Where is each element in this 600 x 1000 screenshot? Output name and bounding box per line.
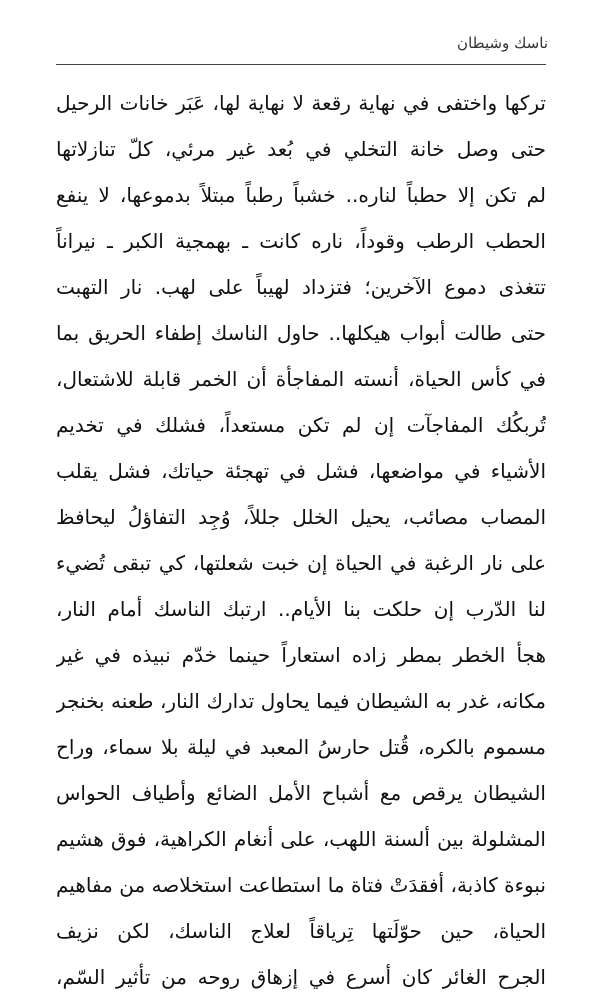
text-line-4: الحطب الرطب وقوداً، ناره كانت ـ بهمجية الكبر ـ نيراناً [56, 229, 546, 253]
text-line-8: تُربكُك المفاجآت إن لم تكن مستعداً، فشلك في تخديم [56, 413, 546, 437]
text-line-12: لنا الدّرب إن حلكت بنا الأيام.. ارتبك الناسك أمام النار، [56, 597, 546, 621]
text-line-11: على نار الرغبة في الحياة إن خبت شعلتها، كي تبقى تُضيء [56, 551, 546, 575]
text-line-2: حتى وصل خانة التخلي في بُعد غير مرئي، كلّ تنازلاتها [56, 137, 546, 161]
running-header-title: ناسك وشيطان [457, 34, 548, 52]
text-line-20: الجرح الغائر كان أسرع في إزهاق روحه من تأثير السّم، [56, 965, 546, 989]
text-line-7: في كأس الحياة، أنسته المفاجأة أن الخمر قابلة للاشتعال، [56, 367, 546, 391]
text-line-18: نبوءة كاذبة، أفقدَتْ فتاة ما استطاعت استخلاصه من مفاهيم [56, 873, 546, 897]
text-line-6: حتى طالت أبواب هيكلها.. حاول الناسك إطفاء الحريق بما [56, 321, 546, 345]
header-divider [56, 64, 546, 65]
text-line-17: المشلولة بين ألسنة اللهب، على أنغام الكراهية، فوق هشيم [56, 827, 546, 851]
text-line-15: مسموم بالكره، قُتل حارسُ المعبد في ليلة بلا سماء، وراح [56, 735, 546, 759]
text-line-19: الحياة، حين حوّلَتها تِرياقاً لعلاج الناسك، لكن نزيف [56, 919, 546, 943]
text-line-14: مكانه، غدر به الشيطان فيما يحاول تدارك النار، طعنه بخنجر [56, 689, 546, 713]
text-line-10: المصاب مصائب، يحيل الخلل جللاً، وُجِد التفاؤلُ ليحافظ [56, 505, 546, 529]
text-line-9: الأشياء في مواضعها، فشل في تهجئة حياتك، فشل يقلب [56, 459, 546, 483]
text-line-1: تركها واختفى في نهاية رقعة لا نهاية لها، عَبَر خانات الرحيل [56, 91, 546, 115]
text-line-3: لم تكن إلا حطباً لناره.. خشباً رطباً مبتلاً بدموعها، لا ينفع [56, 183, 546, 207]
text-line-16: الشيطان يرقص مع أشباح الأمل الضائع وأطياف الحواس [56, 781, 546, 805]
text-line-5: تتغذى دموع الآخرين؛ فتزداد لهيباً على لهب. نار التهبت [56, 275, 546, 299]
body-text [56, 80, 546, 1000]
text-line-13: هجأ الخطر بمطر زاده استعاراً حينما خدّم نبيذه في غير [56, 643, 546, 667]
